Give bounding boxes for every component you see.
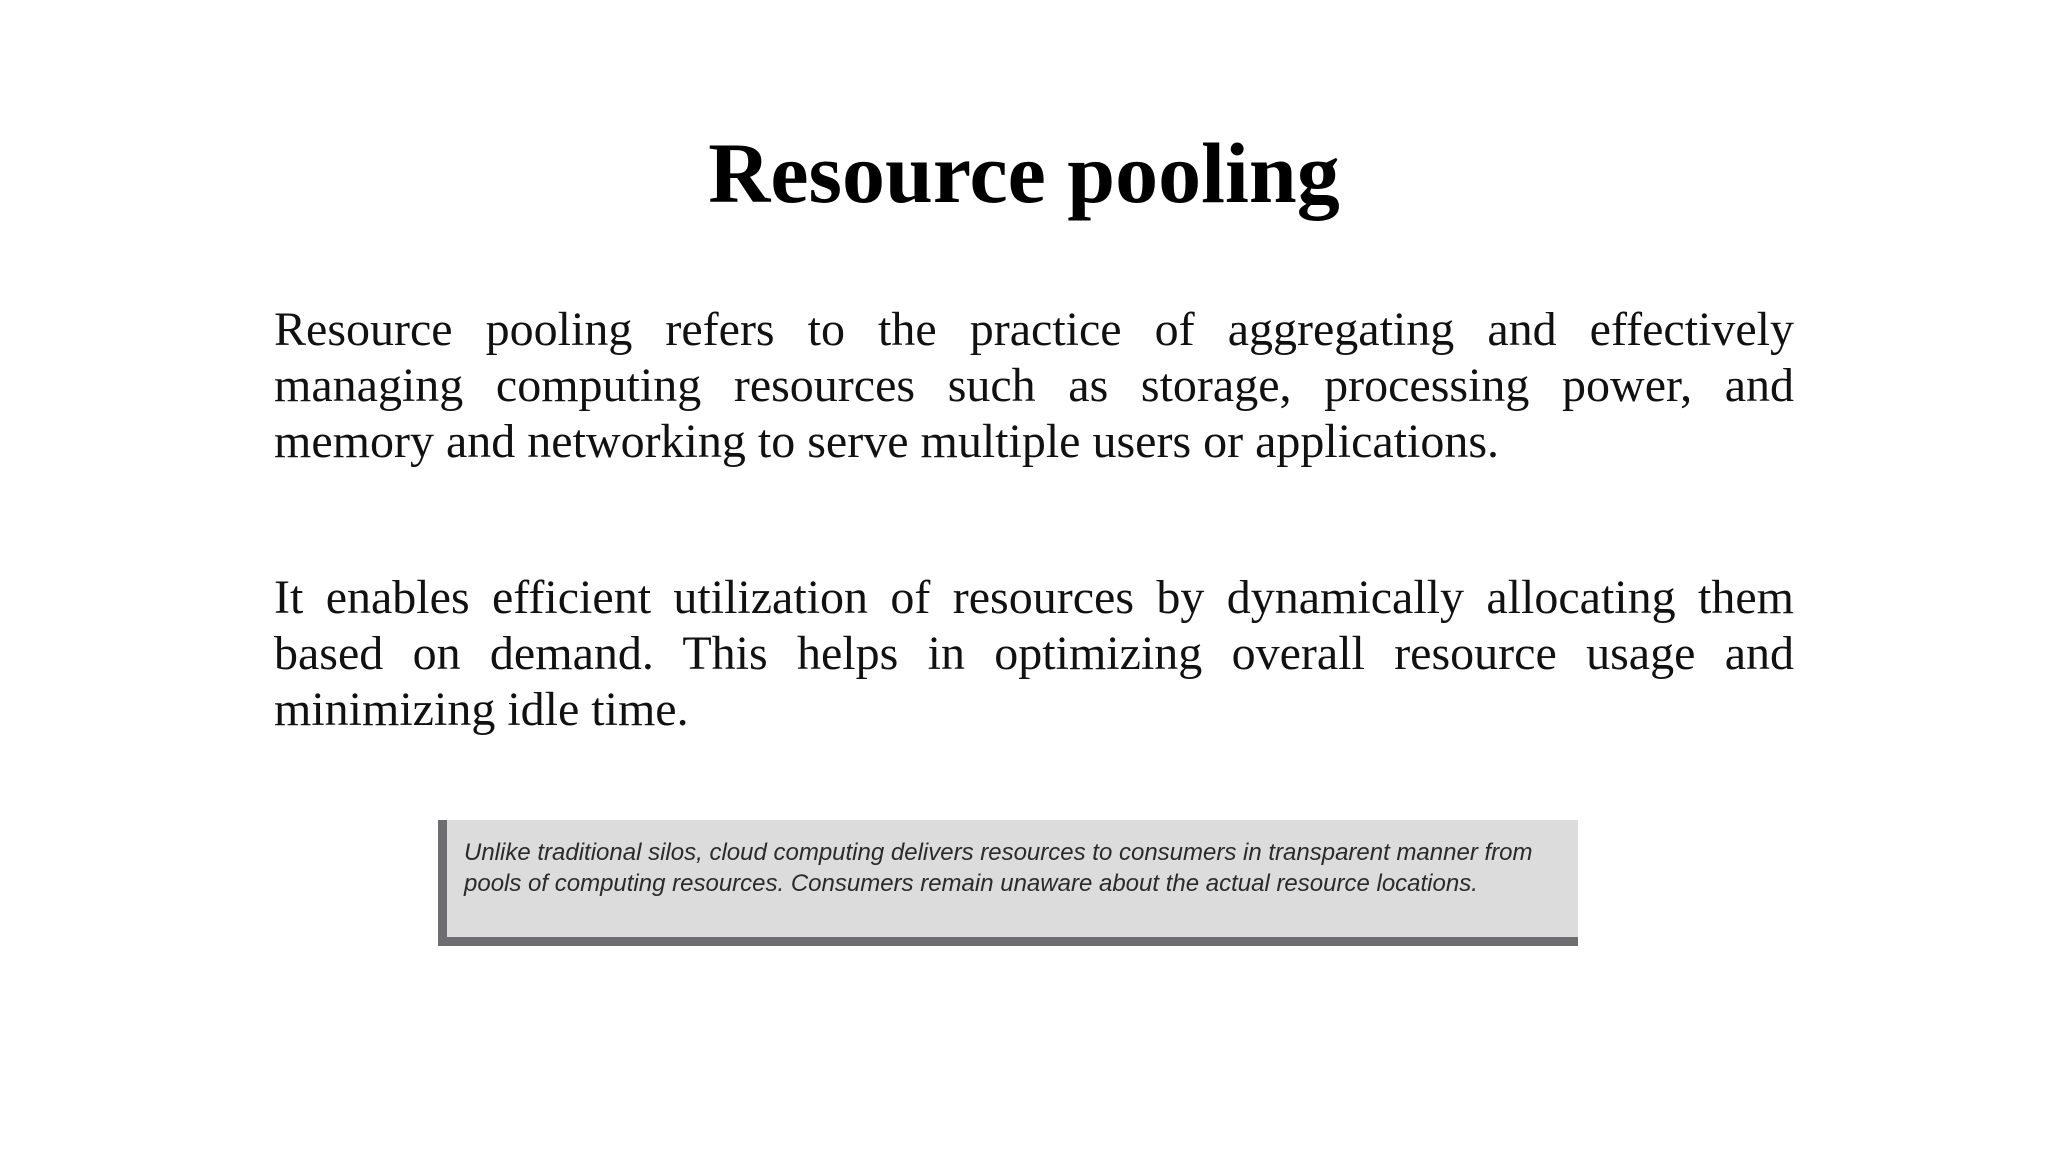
slide-title: Resource pooling: [708, 125, 1340, 221]
paragraph-definition: Resource pooling refers to the practice of aggregating and effectively managing computing resources such as storage, processing power, and memory and networking to serve multiple users or applications.: [274, 303, 1794, 468]
paragraph-benefits: It enables efficient utilization of resources by dynamically allocating them based on demand. This helps in optimizing overall resource usage and minimizing idle time.: [274, 571, 1794, 736]
callout-text: Unlike traditional silos, cloud computing delivers resources to consumers in transparent manner from pools of computing resources. Consumers remain unaware about the actual resource locations.: [464, 839, 1533, 897]
callout-box: [438, 820, 1578, 946]
